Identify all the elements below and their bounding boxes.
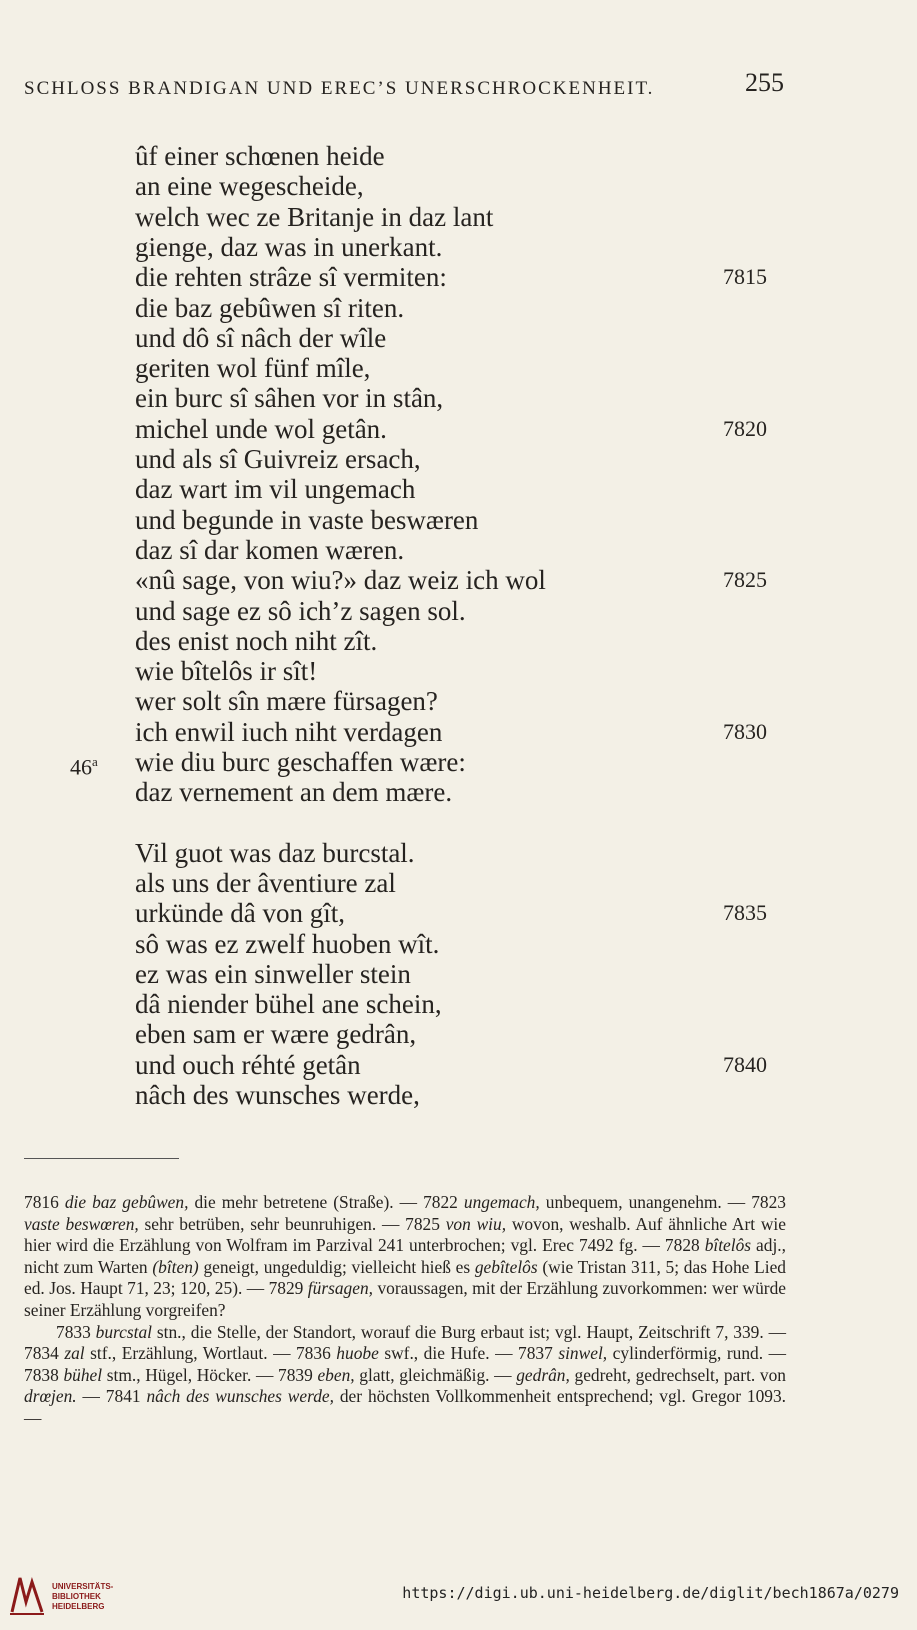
verse-line: daz vernement an dem mære. (135, 777, 453, 808)
logo-text-line: UNIVERSITÄTS- (52, 1582, 114, 1591)
footnote-paragraph (24, 1322, 786, 1430)
verse-line: wie diu burc geschaffen wære: (135, 747, 466, 777)
verse-line: daz sî dar komen wæren. (135, 534, 405, 565)
footnote-text: voraussagen, mit der Erzählung zuvorkommen: wer würde seiner Erzählung vorgreifen? (24, 1278, 786, 1320)
folio-mark (70, 746, 98, 783)
footnote-term: nâch des wunsches werde, (146, 1386, 334, 1407)
running-title: SCHLOSS BRANDIGAN UND EREC’S UNERSCHROCKENHEIT. (24, 78, 655, 99)
verse-line: dâ niender bühel ane schein, (135, 989, 442, 1020)
verse-line: und begunde in vaste beswæren (135, 504, 479, 535)
verse-line: wer solt sîn mære fürsagen? (135, 686, 438, 717)
verse-line: und sage ez sô ich’z sagen sol. (135, 595, 466, 626)
footnote-text: stm., Hügel, Höcker. — 7839 (102, 1364, 318, 1385)
footnote-term: bühel (63, 1364, 103, 1385)
verse-line: ez was ein sinweller stein (135, 958, 411, 989)
footnote-text: — 7841 (76, 1386, 147, 1407)
footnote-text: (wie Tristan 311, 5; das Hohe Lied ed. Jos. Haupt 71, 23; 120, 25). — 7829 (24, 1256, 786, 1299)
footnote-term: bîtelôs (704, 1235, 752, 1256)
footnote-term: ungemach, (463, 1192, 540, 1212)
footnote-paragraph (24, 1192, 786, 1322)
footnote-term: drœjen. (24, 1386, 77, 1407)
footnote-term: die baz gebûwen, (64, 1192, 189, 1212)
footnote-text: 7816 (24, 1192, 65, 1212)
footnote-text: geneigt, ungeduldig; vielleicht hieß es (198, 1256, 475, 1277)
footnote-term: eben, (317, 1364, 355, 1385)
footnote-term: fürsagen, (307, 1278, 374, 1299)
source-url-link[interactable]: https://digi.ub.uni-heidelberg.de/diglit/bech1867a/0279 (402, 1584, 899, 1602)
footnote-text: stf., Erzählung, Wortlaut. — 7836 (84, 1343, 337, 1364)
line-number: 7820 (723, 415, 767, 441)
verse-line: ein burc sî sâhen vor in stân, (135, 383, 444, 414)
logo-text-line: BIBLIOTHEK (52, 1592, 101, 1601)
verse-line: und als sî Guivreiz ersach, (135, 444, 421, 474)
footnote-text: unbequem, unangenehm. — 7823 (539, 1192, 786, 1212)
line-number: 7830 (723, 718, 767, 744)
running-header (24, 70, 894, 110)
footnote-term: burcstal (95, 1321, 153, 1342)
verse-line: nâch des wunsches werde, (135, 1080, 420, 1110)
page-number: 255 (745, 68, 784, 97)
verse-line: und dô sî nâch der wîle (135, 322, 387, 353)
verse-line: urkünde dâ von gît, (135, 898, 345, 929)
footnote-term: sinwel, (558, 1343, 608, 1364)
library-logo-icon (8, 1572, 46, 1616)
footnote-text: stn., die Stelle, der Standort, worauf die Burg erbaut ist; vgl. Haupt, Zeitschrift 7, 339. — 7834 (24, 1321, 786, 1364)
footnote-rule (24, 1158, 179, 1159)
verse-line: an eine wegescheide, (135, 171, 364, 202)
footnote-term: vaste beswœren, (24, 1213, 139, 1234)
verse-line: ich enwil iuch niht verdagen (135, 716, 443, 747)
logo-text-line: HEIDELBERG (52, 1602, 105, 1611)
verse-line: die baz gebûwen sî riten. (135, 292, 405, 323)
footnotes (24, 1192, 786, 1430)
footnote-text: swf., die Hufe. — 7837 (378, 1343, 559, 1364)
verse-line: des enist noch niht zît. (135, 625, 378, 656)
line-number: 7815 (723, 264, 767, 290)
footnote-text: glatt, gleichmäßig. — (354, 1364, 517, 1385)
footnote-term: gebîtelôs (474, 1256, 538, 1277)
line-number: 7840 (723, 1051, 767, 1077)
verse-line: und ouch réhté getân (135, 1049, 361, 1080)
folio-number: 46 (70, 754, 92, 780)
verse-line: die rehten strâze sî vermiten: (135, 262, 447, 293)
footnote-term: von wiu, (445, 1213, 507, 1234)
verse-line: wie bîtelôs ir sît! (135, 656, 318, 687)
verse-line: «nû sage, von wiu?» daz weiz ich wol (135, 565, 546, 596)
verse-line: geriten wol fünf mîle, (135, 353, 371, 384)
folio-side: a (92, 754, 98, 769)
footnote-term: gedrân, (516, 1364, 570, 1385)
footnote-text: die mehr betretene (Straße). — 7822 (188, 1192, 464, 1212)
footnote-text: 7833 (56, 1321, 96, 1342)
line-number: 7825 (723, 567, 767, 593)
footnote-text: sehr betrüben, sehr beunruhigen. — 7825 (138, 1213, 446, 1234)
verse-line: daz wart im vil ungemach (135, 474, 416, 505)
verse-line: ûf einer schœnen heide (135, 141, 385, 171)
footnote-text: der höchsten Vollkommenheit entsprechend; vgl. Gregor 1093. — (24, 1386, 787, 1428)
verse-line: gienge, daz was in unerkant. (135, 231, 443, 262)
footnote-term: (bîten) (152, 1256, 199, 1277)
verse-line: sô was ez zwelf huoben wît. (135, 928, 440, 959)
verse-line: welch wec ze Britanje in daz lant (135, 201, 494, 232)
footnote-text: gedreht, gedrechselt, part. von (569, 1364, 786, 1385)
footnote-term: huobe (336, 1343, 379, 1364)
library-logo[interactable] (8, 1572, 148, 1620)
verse-line: Vil guot was daz burcstal. (135, 837, 415, 868)
footnote-text: cylinderförmig, rund. — 7838 (24, 1343, 786, 1385)
verse-line: eben sam er wære gedrân, (135, 1019, 417, 1050)
verse-line: michel unde wol getân. (135, 413, 387, 444)
line-number: 7835 (723, 900, 767, 926)
footnote-text: adj., nicht zum Warten (24, 1235, 786, 1277)
footnote-text: wovon, weshalb. Auf ähnliche Art wie hier wird die Erzählung von Wolfram im Parzival 241 unterbrochen; vgl. Erec 7492 fg. — 7828 (24, 1213, 786, 1256)
footnote-term: zal (64, 1343, 85, 1364)
library-logo-text (52, 1582, 113, 1612)
verse-line: als uns der âventiure zal (135, 867, 396, 898)
